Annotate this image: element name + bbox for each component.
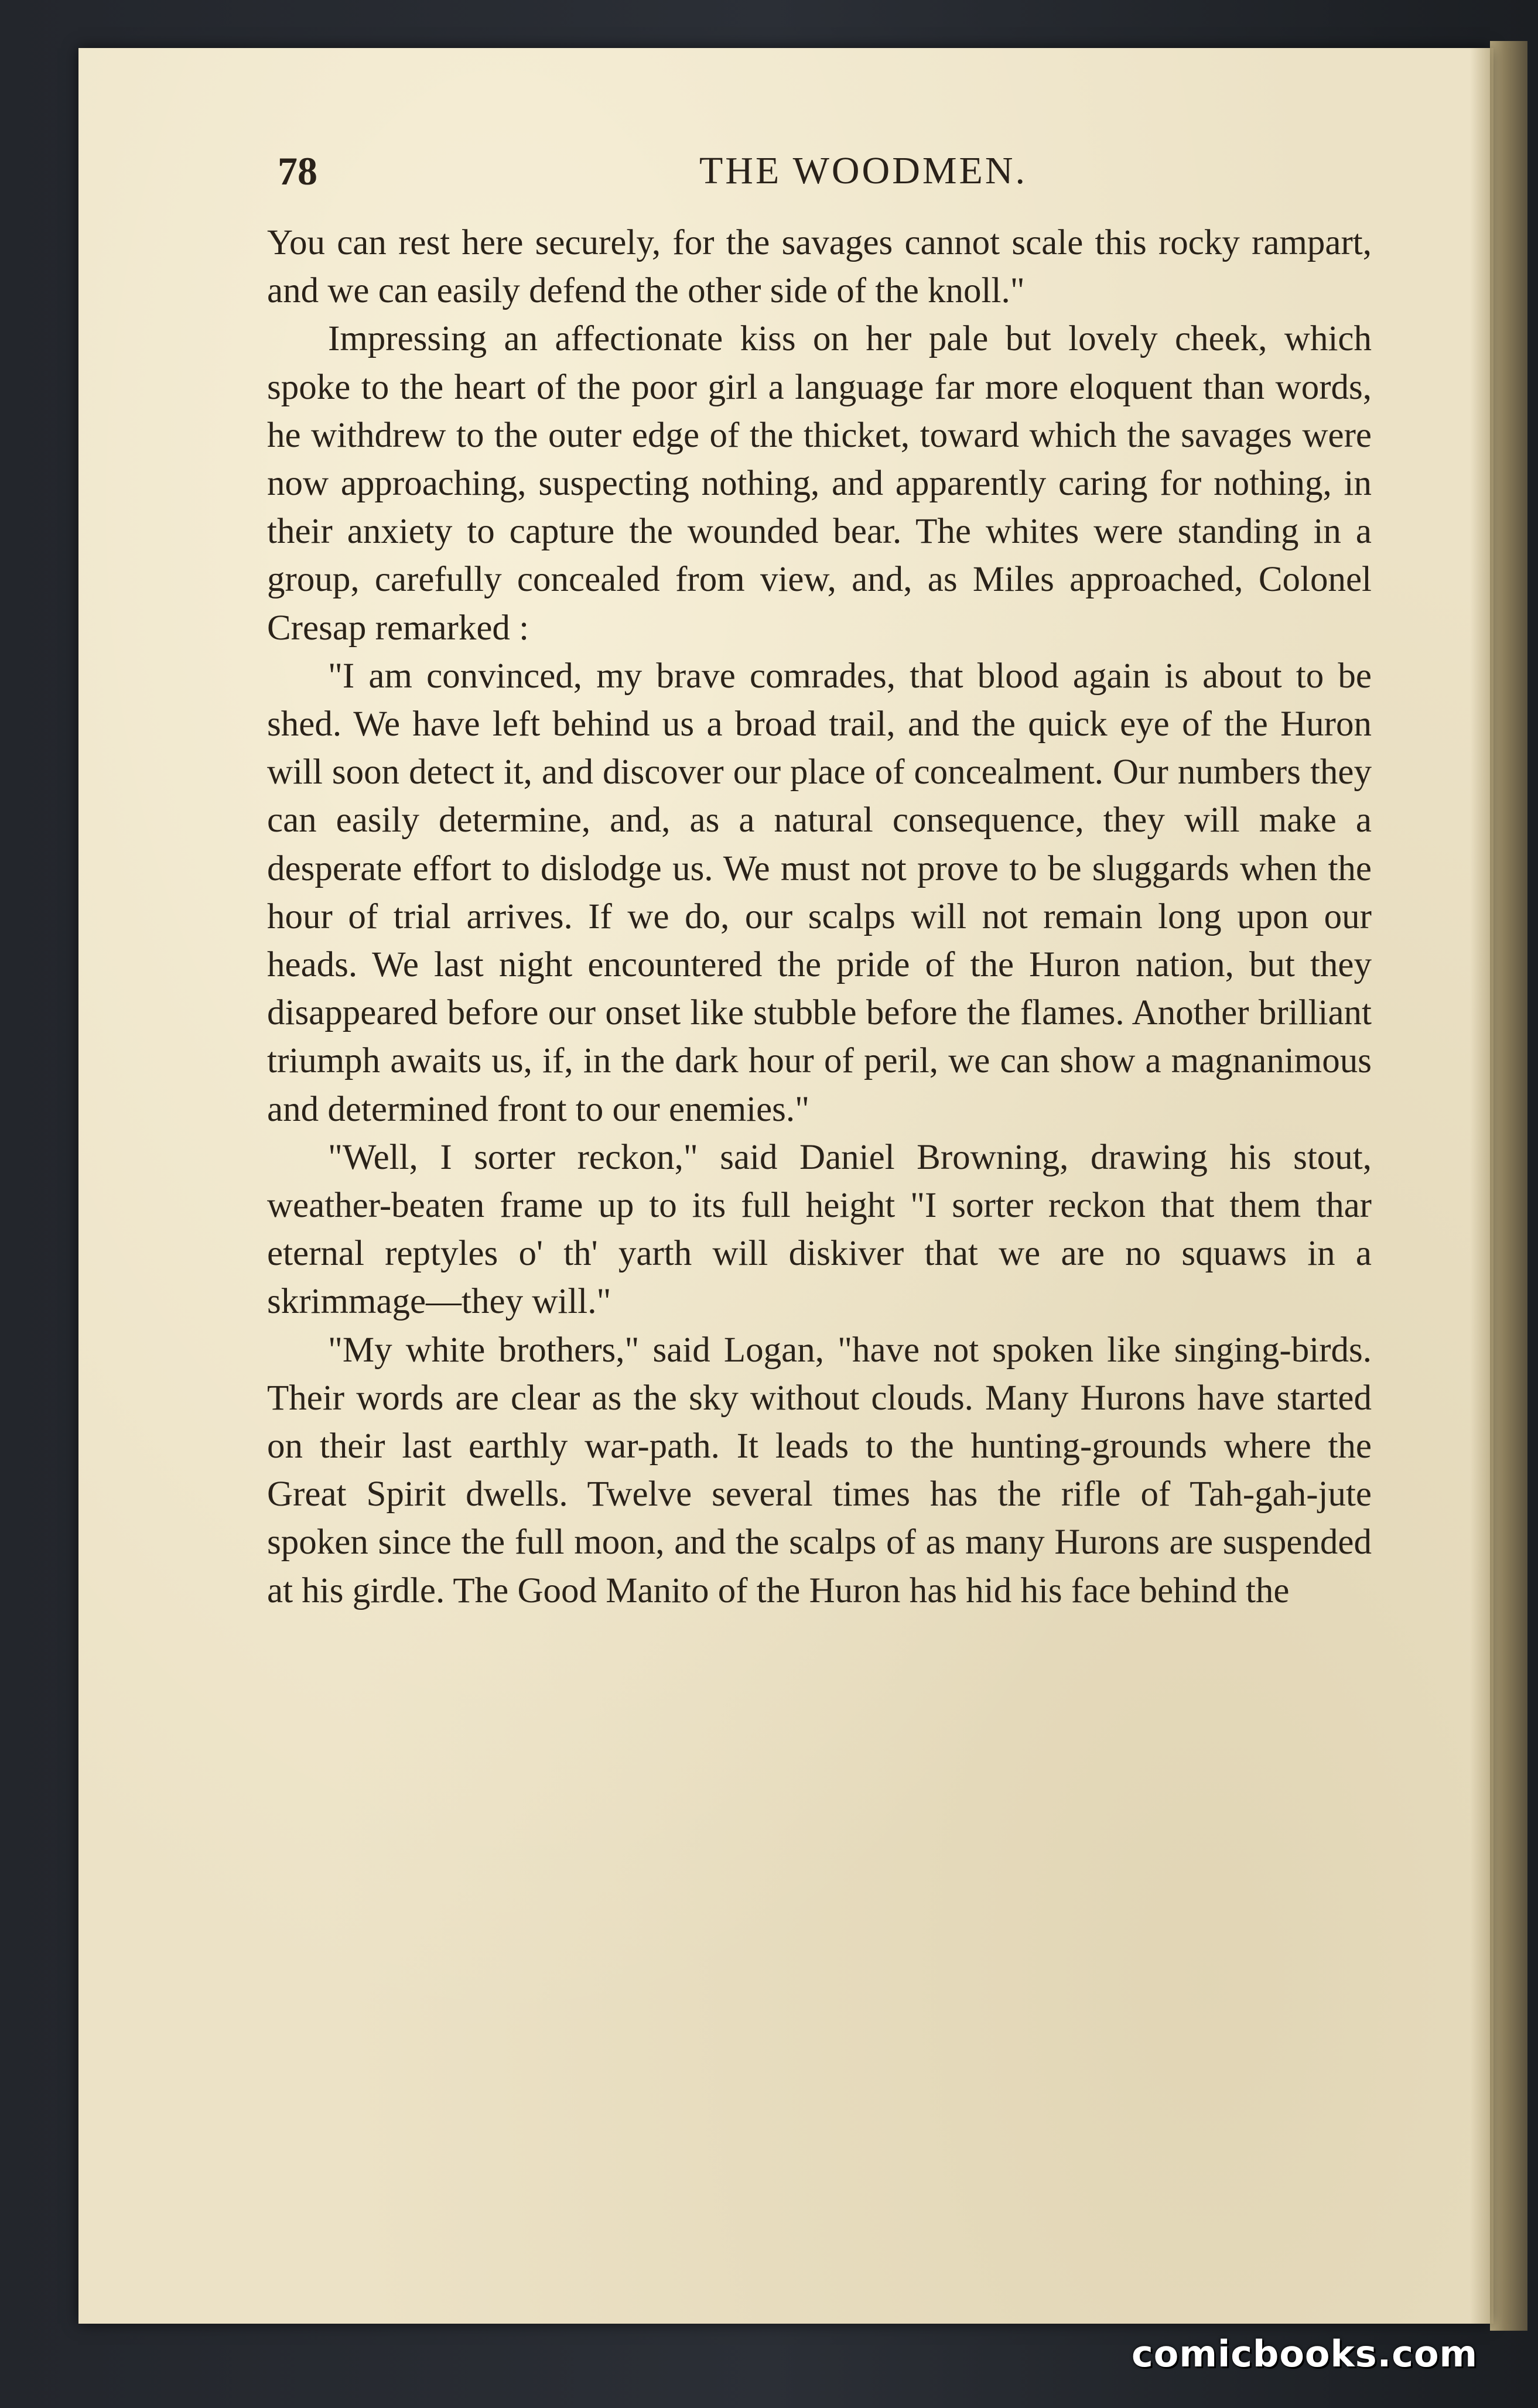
page-gutter-shadow xyxy=(1470,48,1493,2324)
paragraph-2: Impressing an affectionate kiss on her pale but lovely cheek, which spoke to the heart of the poor girl a language far more eloquent than words, he withdrew to the outer edge of the thicket, toward which the savages were now approaching, suspecting nothing, and apparently caring for nothing, in their anxiety to capture the wounded bear. The whites were standing in a group, carefully concealed from view, and, as Miles approached, Colonel Cresap remarked : xyxy=(267,319,1372,648)
paragraph-4: "Well, I sorter reckon," said Daniel Browning, drawing his stout, weather-beaten frame up to its full height "I sorter reckon that them thar eternal reptyles o' th' yarth will diskiver that we are no squaws in a skrimmage—they will." xyxy=(267,1137,1372,1322)
page-edge xyxy=(1490,41,1527,2331)
running-head xyxy=(278,139,1379,204)
watermark: comicbooks.com xyxy=(1132,2332,1478,2375)
paragraph-1: You can rest here securely, for the savages cannot scale this rocky rampart, and we can easily defend the other side of the knoll." xyxy=(267,223,1372,311)
paragraph-3: "I am convinced, my brave comrades, that blood again is about to be shed. We have left behind us a broad trail, and the quick eye of the Huron will soon detect it, and discover our place of concealment. Our numbers they can easily determine, and, as a natural consequence, they will make a desperate effort to dislodge us. We must not prove to be sluggards when the hour of trial arrives. If we do, our scalps will not remain long upon our heads. We last night encountered the pride of the Huron nation, but they disappeared before our onset like stubble before the flames. Another brilliant triumph awaits us, if, in the dark hour of peril, we can show a magnanimous and determined front to our enemies." xyxy=(267,656,1372,1129)
body-text xyxy=(267,219,1372,1615)
paragraph-5: "My white brothers," said Logan, "have not spoken like singing-birds. Their words are clear as the sky without clouds. Many Hurons have started on their last earthly war-path. It leads to the hunting-grounds where the Great Spirit dwells. Twelve several times has the rifle of Tah-gah-jute spoken since the full moon, and the scalps of as many Hurons are suspended at his girdle. The Good Manito of the Huron has hid his face behind the xyxy=(267,1330,1372,1610)
page-header-title: THE WOODMEN. xyxy=(699,149,1028,192)
page-number: 78 xyxy=(278,149,317,193)
